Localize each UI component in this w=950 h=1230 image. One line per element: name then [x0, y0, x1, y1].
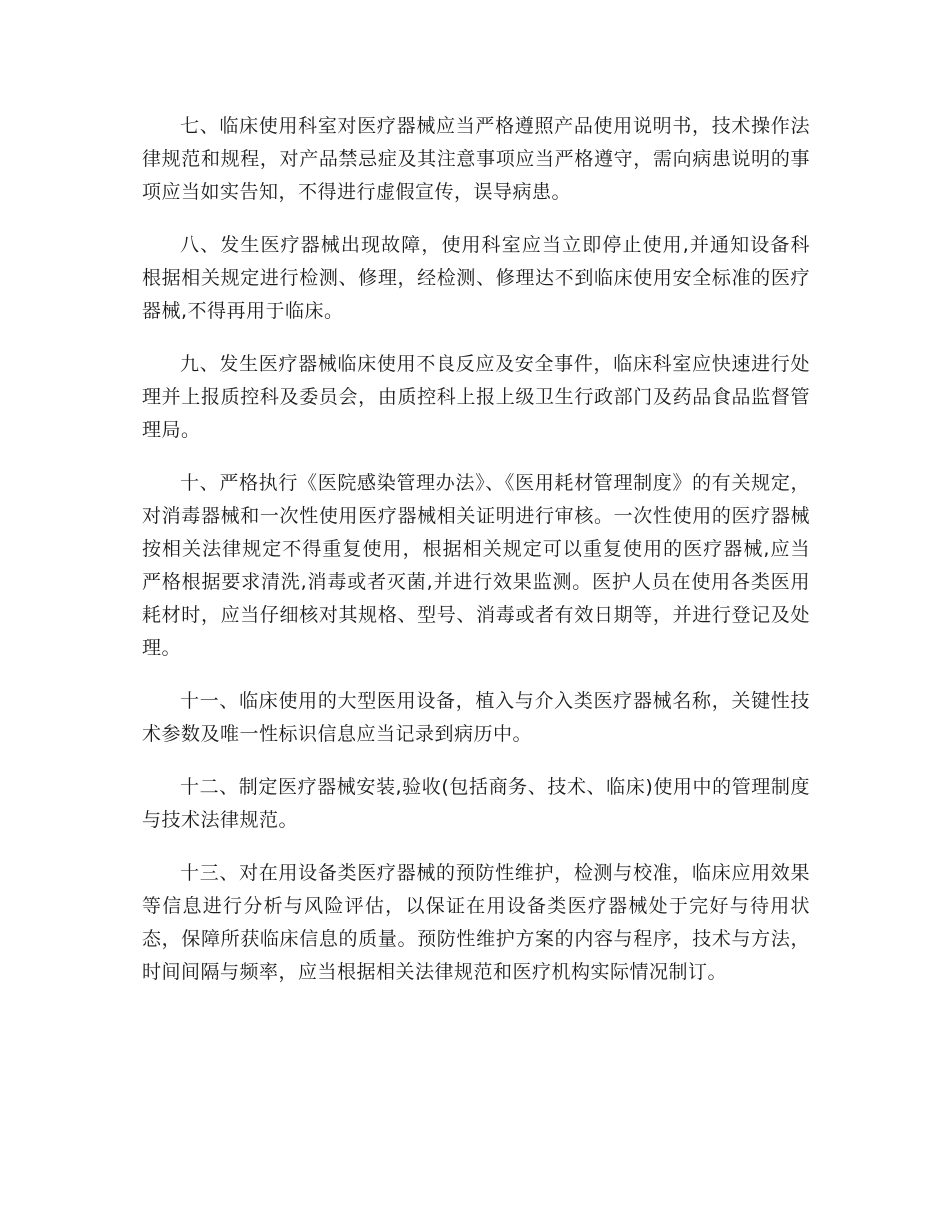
paragraph-11: 十一、临床使用的大型医用设备，植入与介入类医疗器械名称，关键性技术参数及唯一性标识信息应当记录到病历中。: [142, 690, 810, 745]
paragraph-9: 九、发生医疗器械临床使用不良反应及安全事件，临床科室应快速进行处理并上报质控科及委员会，由质控科上报上级卫生行政部门及药品食品监督管理局。: [142, 353, 810, 441]
paragraph-10: 十、严格执行《医院感染管理办法》、《医用耗材管理制度》的有关规定，对消毒器械和一次性使用医疗器械相关证明进行审核。一次性使用的医疗器械按相关法律规定不得重复使用，根据相关规定可以重复使用的医疗器械,应当严格根据要求清洗,消毒或者灭菌,并进行效果监测。医护人员在使用各类医用耗材时，应当仔细核对其规格、型号、消毒或者有效日期等，并进行登记及处理。: [142, 472, 810, 659]
paragraph-12: 十二、制定医疗器械安装,验收(包括商务、技术、临床)使用中的管理制度与技术法律规范。: [142, 776, 810, 831]
paragraph-8: 八、发生医疗器械出现故障，使用科室应当立即停止使用,并通知设备科根据相关规定进行检测、修理，经检测、修理达不到临床使用安全标准的医疗器械,不得再用于临床。: [142, 234, 810, 322]
document-body: [142, 110, 810, 1009]
paragraph-13: 十三、对在用设备类医疗器械的预防性维护，检测与校准，临床应用效果等信息进行分析与风险评估，以保证在用设备类医疗器械处于完好与待用状态，保障所获临床信息的质量。预防性维护方案的内容与程序，技术与方法，时间间隔与频率，应当根据相关法律规范和医疗机构实际情况制订。: [142, 862, 810, 983]
paragraph-7: 七、临床使用科室对医疗器械应当严格遵照产品使用说明书，技术操作法律规范和规程，对产品禁忌症及其注意事项应当严格遵守，需向病患说明的事项应当如实告知，不得进行虚假宣传，误导病患。: [142, 115, 810, 203]
